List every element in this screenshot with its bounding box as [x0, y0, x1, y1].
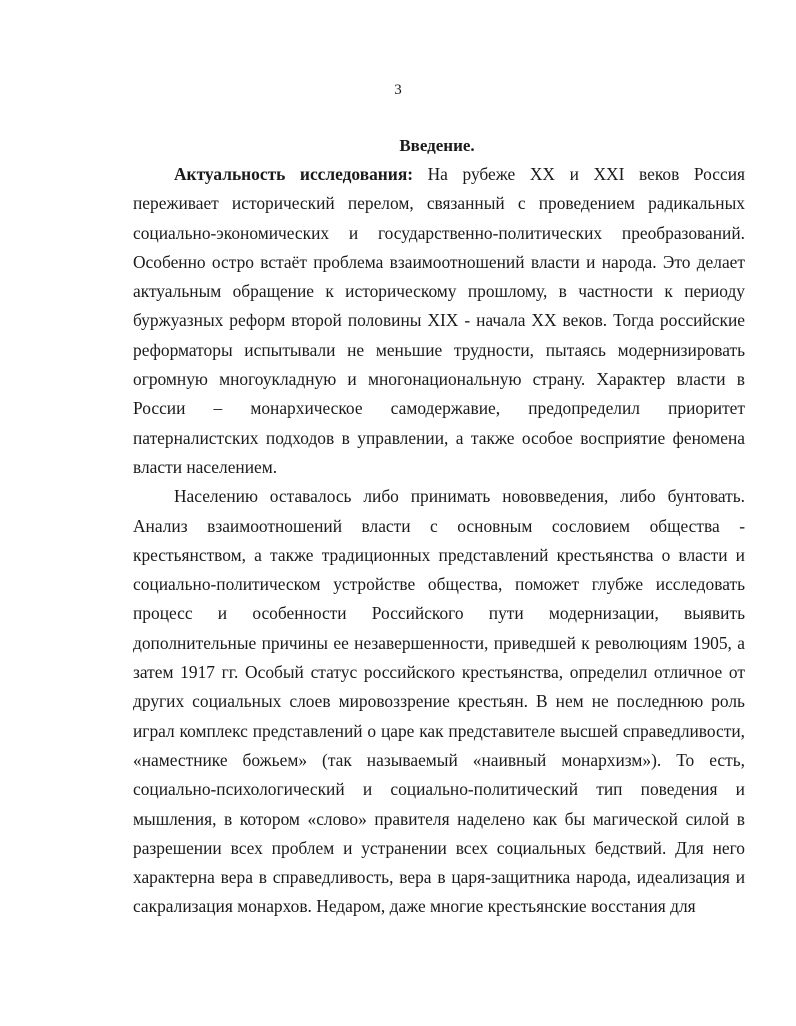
page-number: 3 [394, 82, 402, 98]
paragraph-text: Населению оставалось либо принимать нововведения, либо бунтовать. Анализ взаимоотношений власти с основным сословием общества - крестьянством, а также традиционных представлений крестьянства о власти и социально-политическом устройстве общества, поможет глубже исследовать процесс и особенности Российского пути модернизации, выявить дополнительные причины ее незавершенности, приведшей к революциям 1905, а затем 1917 гг. Особый статус российского крестьянства, определил отличное от других социальных слоев мировоззрение крестьян. В нем не последнюю роль играл комплекс представлений о царе как представителе высшей справедливости, «наместнике божьем» (так называемый «наивный монархизм»). То есть, социально-психологический и социально-политический тип поведения и мышления, в котором «слово» правителя наделено как бы магической силой в разрешении всех проблем и устранении всех социальных бедствий. Для него характерна вера в справедливость, вера в царя-защитника народа, идеализация и сакрализация монархов. Недаром, даже многие крестьянские восстания для [133, 486, 745, 917]
paragraph-text: На рубеже XX и XXI веков Россия переживает исторический перелом, связанный с проведением радикальных социально-экономических и государственно-политических преобразований. Особенно остро встаёт проблема взаимоотношений власти и народа. Это делает актуальным обращение к историческому прошлому, в частности к периоду буржуазных реформ второй половины XIX - начала XX веков. Тогда российские реформаторы испытывали не меньшие трудности, пытаясь модернизировать огромную многоукладную и многонациональную страну. Характер власти в России – монархическое самодержавие, предопределил приоритет патерналистских подходов в управлении, а также особое восприятие феномена власти населением. [133, 164, 745, 477]
paragraph-peasantry [133, 482, 745, 921]
body-text [133, 160, 745, 922]
section-title: Введение. [399, 136, 475, 155]
paragraph-lead: Актуальность исследования: [174, 164, 414, 184]
paragraph-relevance [133, 160, 745, 482]
